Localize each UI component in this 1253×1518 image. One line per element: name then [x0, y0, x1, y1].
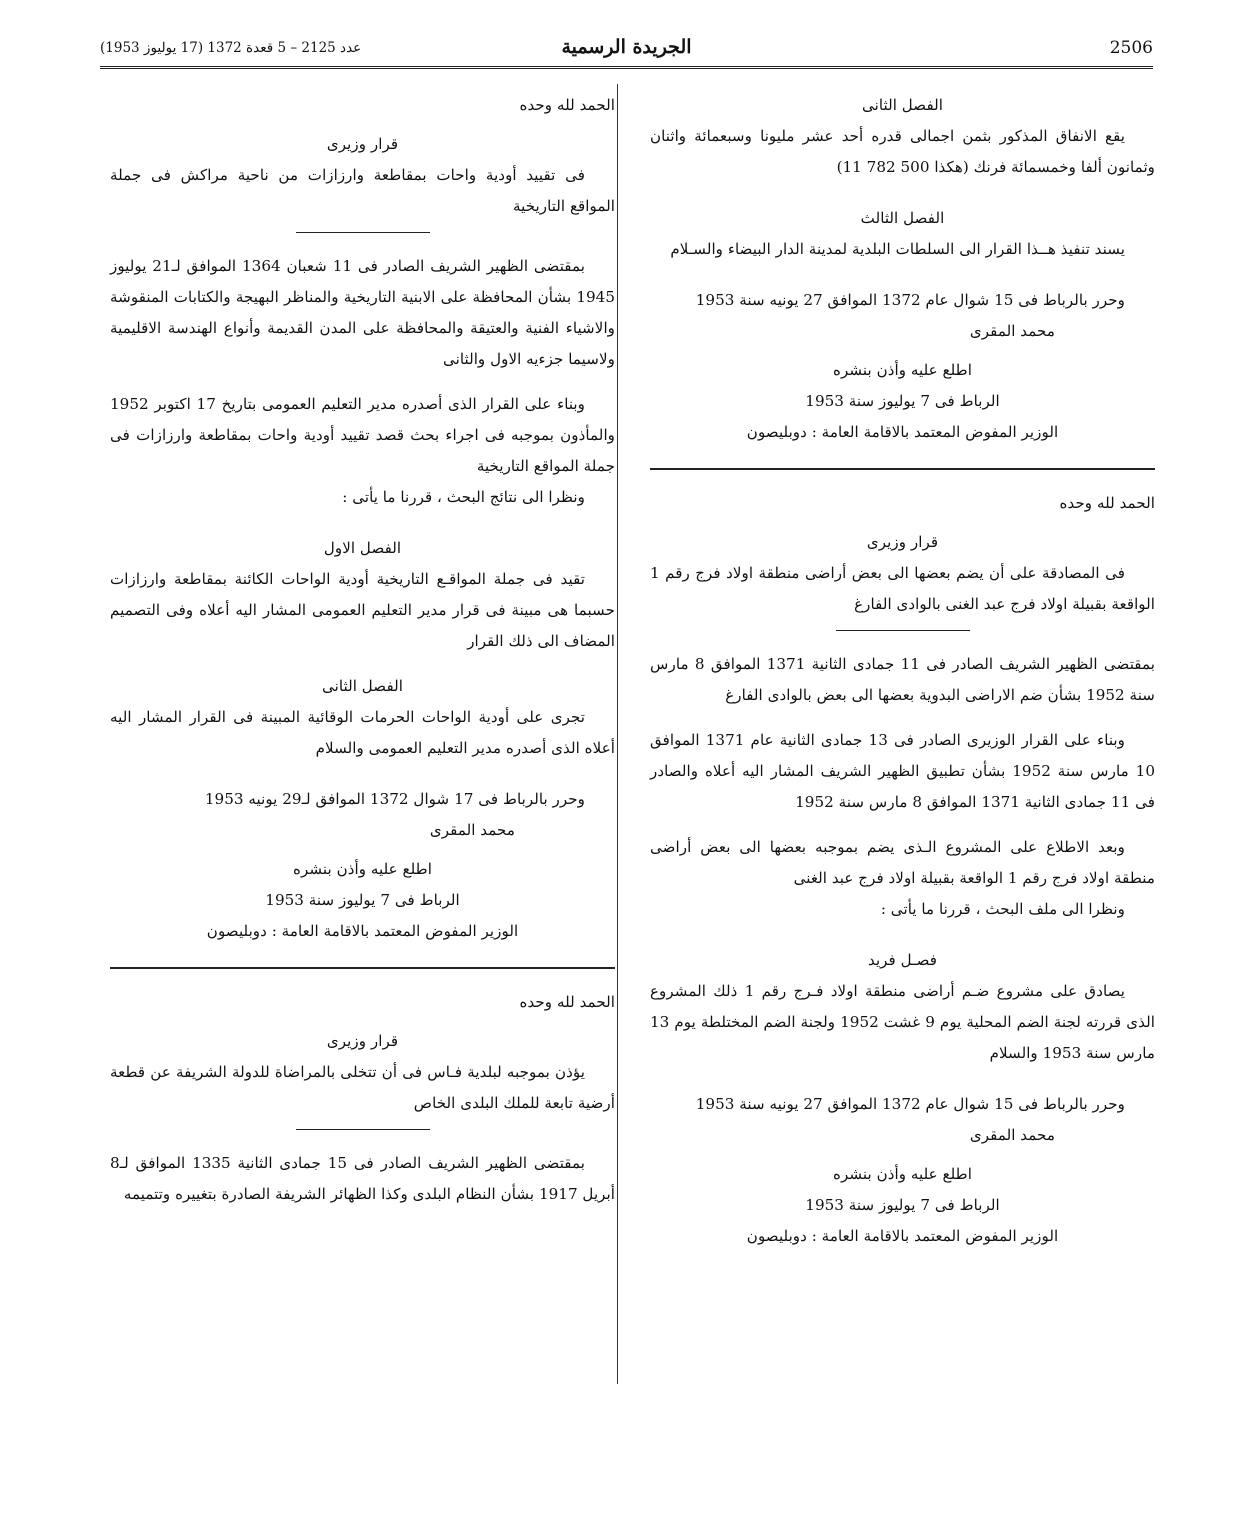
approval: اطلع عليه وأذن بنشره	[293, 860, 432, 878]
approval-date: الرباط فى 7 يوليوز سنة 1953	[265, 891, 460, 909]
section-title: الفصل الثالث	[860, 209, 945, 227]
recital: وبعد الاطلاع على المشروع الـذى يضم بموجبه بعضها الى بعض أراضى منطقة اولاد فرج رقم 1 الواقعة بقبيلة اولاد فرج عبد الغنى	[650, 838, 1155, 887]
short-rule	[836, 630, 970, 631]
recital: ونظرا الى ملف البحث ، قررنا ما يأتى :	[880, 900, 1125, 918]
right-column	[650, 90, 1155, 1252]
section-title: فصـل فريد	[867, 951, 938, 969]
signer: محمد المقرى	[969, 322, 1055, 340]
header-rule	[100, 66, 1153, 69]
recital: بمقتضى الظهير الشريف الصادر فى 11 جمادى الثانية 1371 الموافق 8 مارس سنة 1952 بشأن ضم الاراضى البدوية بعضها الى بعض بالوادى الفارغ	[650, 655, 1155, 704]
minister-line: الوزير المفوض المعتمد بالاقامة العامة : دوبليصون	[746, 423, 1059, 441]
signer: محمد المقرى	[969, 1126, 1055, 1144]
page-header	[100, 36, 1153, 70]
date-line: وحرر بالرباط فى 17 شوال 1372 الموافق لـ29 يونيه 1953	[204, 790, 585, 808]
minister-line: الوزير المفوض المعتمد بالاقامة العامة : دوبليصون	[746, 1227, 1059, 1245]
approval-date: الرباط فى 7 يوليوز سنة 1953	[805, 392, 1000, 410]
section-title: الفصل الاول	[323, 539, 402, 557]
short-rule	[296, 232, 430, 233]
recital: ونظرا الى نتائج البحث ، قررنا ما يأتى :	[342, 488, 585, 506]
page-number: 2506	[1109, 38, 1153, 58]
recital: وبناء على القرار الذى أصدره مدير التعليم العمومى بتاريخ 17 اكتوبر 1952 والمأذون بموجبه فى اجراء بحث قصد تقييد أودية واحات بمقاطعة وارزازات فى جملة المواقع التاريخية	[110, 395, 615, 475]
issue-info: عدد 2125 – 5 قعدة 1372 (17 يوليوز 1953)	[100, 40, 362, 56]
newspaper-title: الجريدة الرسمية	[561, 36, 692, 58]
decree-title: قرار وزيرى	[326, 135, 399, 153]
section-text: يسند تنفيذ هــذا القرار الى السلطات البلدية لمدينة الدار البيضاء والسـلام	[670, 240, 1125, 258]
short-rule	[296, 1129, 430, 1130]
decree-subject: فى المصادقة على أن يضم بعضها الى بعض أراضى منطقة اولاد فرج رقم 1 الواقعة بقبيلة اولاد فرج عبد الغنى بالوادى الفارغ	[650, 564, 1155, 613]
approval-date: الرباط فى 7 يوليوز سنة 1953	[805, 1196, 1000, 1214]
recital: بمقتضى الظهير الشريف الصادر فى 15 جمادى الثانية 1335 الموافق لـ8 أبريل 1917 بشأن النظام البلدى وكذا الظهائر الشريفة الصادرة بتغييره وتتميمه	[110, 1154, 615, 1203]
decree-title: قرار وزيرى	[326, 1032, 399, 1050]
invocation: الحمد لله وحده	[1059, 494, 1155, 512]
section-text: تجرى على أودية الواحات الحرمات الوقائية المبينة فى القرار المشار اليه أعلاه الذى أصدره مدير التعليم العمومى والسلام	[110, 708, 615, 757]
recital: وبناء على القرار الوزيرى الصادر فى 13 جمادى الثانية عام 1371 الموافق 10 مارس سنة 1952 بشأن تطبيق الظهير الشريف المشار اليه أعلاه والصادر فى 11 جمادى الثانية 1371 الموافق 8 مارس سنة 1952	[650, 731, 1155, 811]
section-text: تقيد فى جملة المواقـع التاريخية أودية الواحات الكائنة بمقاطعة وارزازات حسبما هى مبينة فى قرار مدير التعليم العمومى المشار اليه أعلاه وفى التصميم المضاف الى ذلك القرار	[110, 570, 615, 650]
section-rule	[650, 468, 1155, 470]
approval: اطلع عليه وأذن بنشره	[833, 361, 972, 379]
section-rule	[110, 967, 615, 969]
approval: اطلع عليه وأذن بنشره	[833, 1165, 972, 1183]
left-column	[110, 90, 615, 1210]
date-line: وحرر بالرباط فى 15 شوال عام 1372 الموافق 27 يونيه سنة 1953	[695, 1095, 1125, 1113]
decree-subject: فى تقييد أودية واحات بمقاطعة وارزازات من ناحية مراكش فى جملة المواقع التاريخية	[110, 166, 615, 215]
date-line: وحرر بالرباط فى 15 شوال عام 1372 الموافق 27 يونيه سنة 1953	[695, 291, 1125, 309]
section-text: يصادق على مشروع ضـم أراضى منطقة اولاد فـرج رقم 1 ذلك المشروع الذى قررته لجنة الضم المحلية يوم 9 غشت 1952 ولجنة الضم المختلطة يوم 13 مارس سنة 1953 والسلام	[650, 982, 1155, 1062]
signer: محمد المقرى	[429, 821, 515, 839]
minister-line: الوزير المفوض المعتمد بالاقامة العامة : دوبليصون	[206, 922, 519, 940]
invocation: الحمد لله وحده	[519, 993, 615, 1011]
column-divider	[617, 84, 618, 1384]
section-text: يقع الانفاق المذكور بثمن اجمالى قدره أحد عشر مليونا وسبعمائة واثنان وثمانون ألفا وخمسمائة فرنك (هكذا 500 782 11)	[650, 127, 1155, 176]
decree-title: قرار وزيرى	[866, 533, 939, 551]
section-title: الفصل الثانى	[322, 677, 403, 695]
recital: بمقتضى الظهير الشريف الصادر فى 11 شعبان 1364 الموافق لـ21 يوليوز 1945 بشأن المحافظة على الابنية التاريخية والمناظر البهيجة والكتابات المنقوشة والاشياء الفنية والعتيقة والمحافظة على المدن القديمة وأنواع الهندسة الاقليمية ولاسيما جزءيه الاول والثانى	[110, 257, 615, 368]
invocation: الحمد لله وحده	[519, 96, 615, 114]
decree-subject: يؤذن بموجبه لبلدية فـاس فى أن تتخلى بالمراضاة للدولة الشريفة عن قطعة أرضية تابعة للملك البلدى الخاص	[110, 1063, 615, 1112]
section-title: الفصل الثانى	[862, 96, 943, 114]
